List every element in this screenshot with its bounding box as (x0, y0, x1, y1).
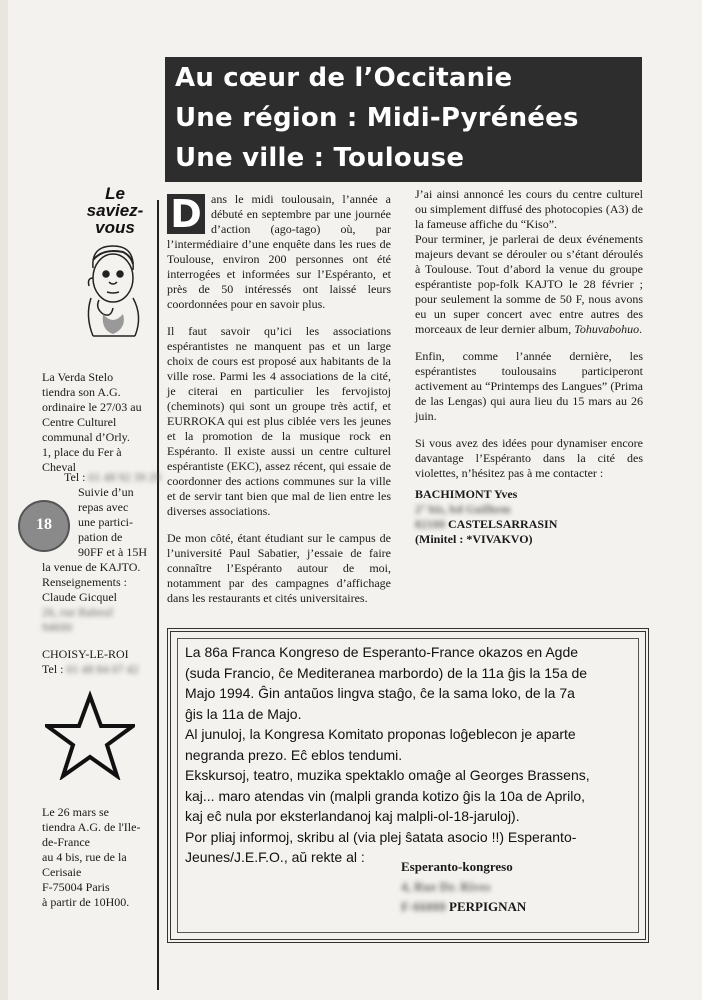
paragraph-1-text: ans le midi toulousain, l’année a débuté en septembre par une journée d’action (ago-tago) où, par l’intermédiaire d’une enquête dans les rues de Toulouse, environ 200 personnes ont été interrogées et informées sur l’Espéranto, et près de 50 intéressés ont laissé leurs coordonnées pour en savoir plus. (167, 192, 391, 311)
tel2-row (42, 662, 160, 677)
idf-line: tiendra A.G. de l'Ile- (42, 820, 141, 834)
verda-line: La Verda Stelo (42, 370, 114, 384)
idf-line: au 4 bis, rue de la (42, 850, 127, 864)
kajto-line: 90FF et à 15H (78, 545, 147, 559)
congress-line: kaj eĉ nula por eksterlandanoj kaj malpli-ol-18-jaruloj). (185, 808, 520, 824)
verda-stelo-note (42, 370, 160, 475)
congress-line: Ekskursoj, teatro, muzika spektaklo omaĝe al Georges Brassens, (185, 767, 590, 783)
tel-label: Tel : (64, 470, 86, 484)
tel2-value-blurred: 01 48 84 07 42 (66, 662, 139, 676)
green-star-icon (45, 690, 135, 780)
verda-line: ordinaire le 27/03 au (42, 400, 142, 414)
congress-announcement-box (167, 628, 649, 943)
tel2-label: Tel : (42, 662, 64, 676)
congress-address (401, 857, 526, 917)
congress-line: Jeunes/J.E.F.O., aŭ rekte al : (185, 849, 365, 865)
thinking-person-icon (63, 238, 155, 343)
page-edge (0, 0, 8, 1000)
idf-line: Le 26 mars se (42, 805, 109, 819)
title-line-1: Au cœur de l’Occitanie (175, 63, 513, 93)
kajto-line: une partici- (78, 515, 133, 529)
article-paragraph-5: Enfin, comme l’année dernière, les espérantistes toulousains participeront activement au “Printemps des Langues” (Prima de las Lengas) qui aura lieu du 15 mars au 26 juin. (415, 349, 643, 423)
verda-tel-row (42, 470, 182, 485)
article-column-2 (415, 187, 643, 493)
verda-line: communal d’Orly. (42, 430, 130, 444)
author-street-blurred: 2° bis, bd Guilhem (415, 502, 511, 516)
kajto-meal-note (78, 485, 163, 560)
title-block (165, 57, 642, 182)
kajto-cont-line: Renseignements : (42, 575, 127, 589)
congress-line: kaj... maro atendas vin (malpli granda kotizo ĝis la 10a de Aprilo, (185, 787, 585, 804)
paragraph-4a-text: J’ai ainsi annoncé les cours du centre culturel ou simplement diffusé des photocopies (A3) de la fameuse affiche du “Kiso”. (415, 187, 643, 231)
kajto-line: Suivie d’un (78, 485, 134, 499)
kajto-line: pation de (78, 530, 123, 544)
congress-line: ĝis la 11a de Majo. (185, 705, 302, 722)
article-paragraph-4a (415, 187, 643, 232)
renseignements-note (42, 560, 160, 677)
author-name: BACHIMONT Yves (415, 487, 518, 501)
title-line-2: Une région : Midi-Pyrénées (175, 103, 579, 133)
verda-line: 1, place du Fer à (42, 445, 122, 459)
idf-line: F-75004 Paris (42, 880, 110, 894)
congress-line: Al junuloj, la Kongresa Komitato proponas loĝeblecon je aparte (185, 726, 576, 742)
congress-line: negranda prezo. Eĉ eblos tendumi. (185, 746, 403, 763)
iledefrance-note (42, 805, 160, 910)
article-paragraph-4b (415, 232, 643, 337)
author-city: CASTELSARRASIN (448, 517, 558, 531)
congress-addr-city-row (401, 897, 526, 917)
congress-addr-street-blurred: 4, Rue Dr. Rives (401, 879, 491, 894)
congress-addr-postcode-blurred: F-66000 (401, 899, 446, 914)
paragraph-4b-text: Pour terminer, je parlerai de deux événements majeurs devant se dérouler ou s’étant déroulés à Toulouse. Tout d’abord la venue du groupe espérantiste pop-folk KAJTO le 28 février ; pour seulement la somme de 50 F, nous avons eu un super concert avec entre autres des morceaux de leur dernier album, (415, 232, 643, 336)
article-paragraph-6: Si vous avez des idées pour dynamiser encore davantage l’Espéranto dans la cité des violettes, n’hésitez pas à me contacter : (415, 436, 643, 480)
congress-line: La 86a Franca Kongreso de Esperanto-France okazos en Agde (185, 644, 579, 660)
verda-line: tiendra son A.G. (42, 385, 121, 399)
idf-line: à partir de 10H00. (42, 895, 130, 909)
article-column-1 (167, 192, 391, 618)
verda-line: Cheval (42, 460, 76, 474)
idf-line: de-France (42, 835, 90, 849)
saviez-line-2: saviez- (86, 201, 144, 220)
congress-line: Majo 1994. Ĝin antaŭos lingva staĝo, ĉe la sama loko, de la 7a (185, 685, 575, 701)
congress-addr-city: PERPIGNAN (449, 899, 527, 914)
saviez-line-3: vous (95, 218, 135, 237)
author-signature (415, 487, 643, 547)
tel-value-blurred: 01 48 92 39 29 (88, 470, 161, 484)
page-number-badge (18, 500, 70, 552)
idf-line: Cerisaie (42, 865, 82, 879)
address-blurred: 26, rue Babeuf (42, 605, 113, 619)
congress-text (185, 642, 630, 868)
author-postcode-blurred: 82100 (415, 517, 445, 531)
saviez-vous-heading (72, 185, 158, 236)
article-paragraph-3: De mon côté, étant étudiant sur le campus de l’université Paul Sabatier, j’essaie de faire connaître l’Espéranto autour de moi, notamment par des campagnes d’affichage dans les restaurants et cités universitaires. (167, 531, 391, 605)
title-line-3: Une ville : Toulouse (175, 143, 465, 173)
city: CHOISY-LE-ROI (42, 647, 129, 661)
congress-line: (suda Francio, ĉe Mediteranea marbordo) de la 11a ĝis la 15a de (185, 664, 588, 681)
drop-cap: D (167, 194, 205, 234)
article-paragraph-1 (167, 192, 391, 312)
saviez-line-1: Le (105, 184, 125, 203)
verda-line: Centre Culturel (42, 415, 117, 429)
page-number: 18 (36, 516, 52, 533)
album-title: Tohuvabohuo (574, 322, 640, 336)
kajto-cont-line: Claude Gicquel (42, 590, 117, 604)
kajto-line: repas avec (78, 500, 129, 514)
postcode-blurred: 94600 (42, 620, 72, 634)
congress-line: Por pliaj informoj, skribu al (via plej ŝatata asocio !!) Esperanto- (185, 828, 577, 845)
article-paragraph-2: Il faut savoir qu’ici les associations espérantistes ne manquent pas et un large choix de cours est proposé aux habitants de la ville rose. Parmi les 4 associations de la cité, je citerai en particulier les fervojistoj (cheminots) qui sont un groupe très actif, et EURROKA qui est plus ciblée vers les jeunes et la promotion de la musique rock en Espéranto. Il existe aussi un centre culturel espérantiste (EKC), assez récent, qui essaie de coordonner des actions communes sur la ville et de servir tant bien que mal de lien entre les diverses associations. (167, 324, 391, 518)
kajto-cont-line: la venue de KAJTO. (42, 560, 141, 574)
author-city-row (415, 517, 643, 532)
paragraph-4-end: . (639, 322, 643, 336)
congress-addr-name: Esperanto-kongreso (401, 859, 513, 874)
author-minitel: (Minitel : *VIVAKVO) (415, 532, 533, 546)
